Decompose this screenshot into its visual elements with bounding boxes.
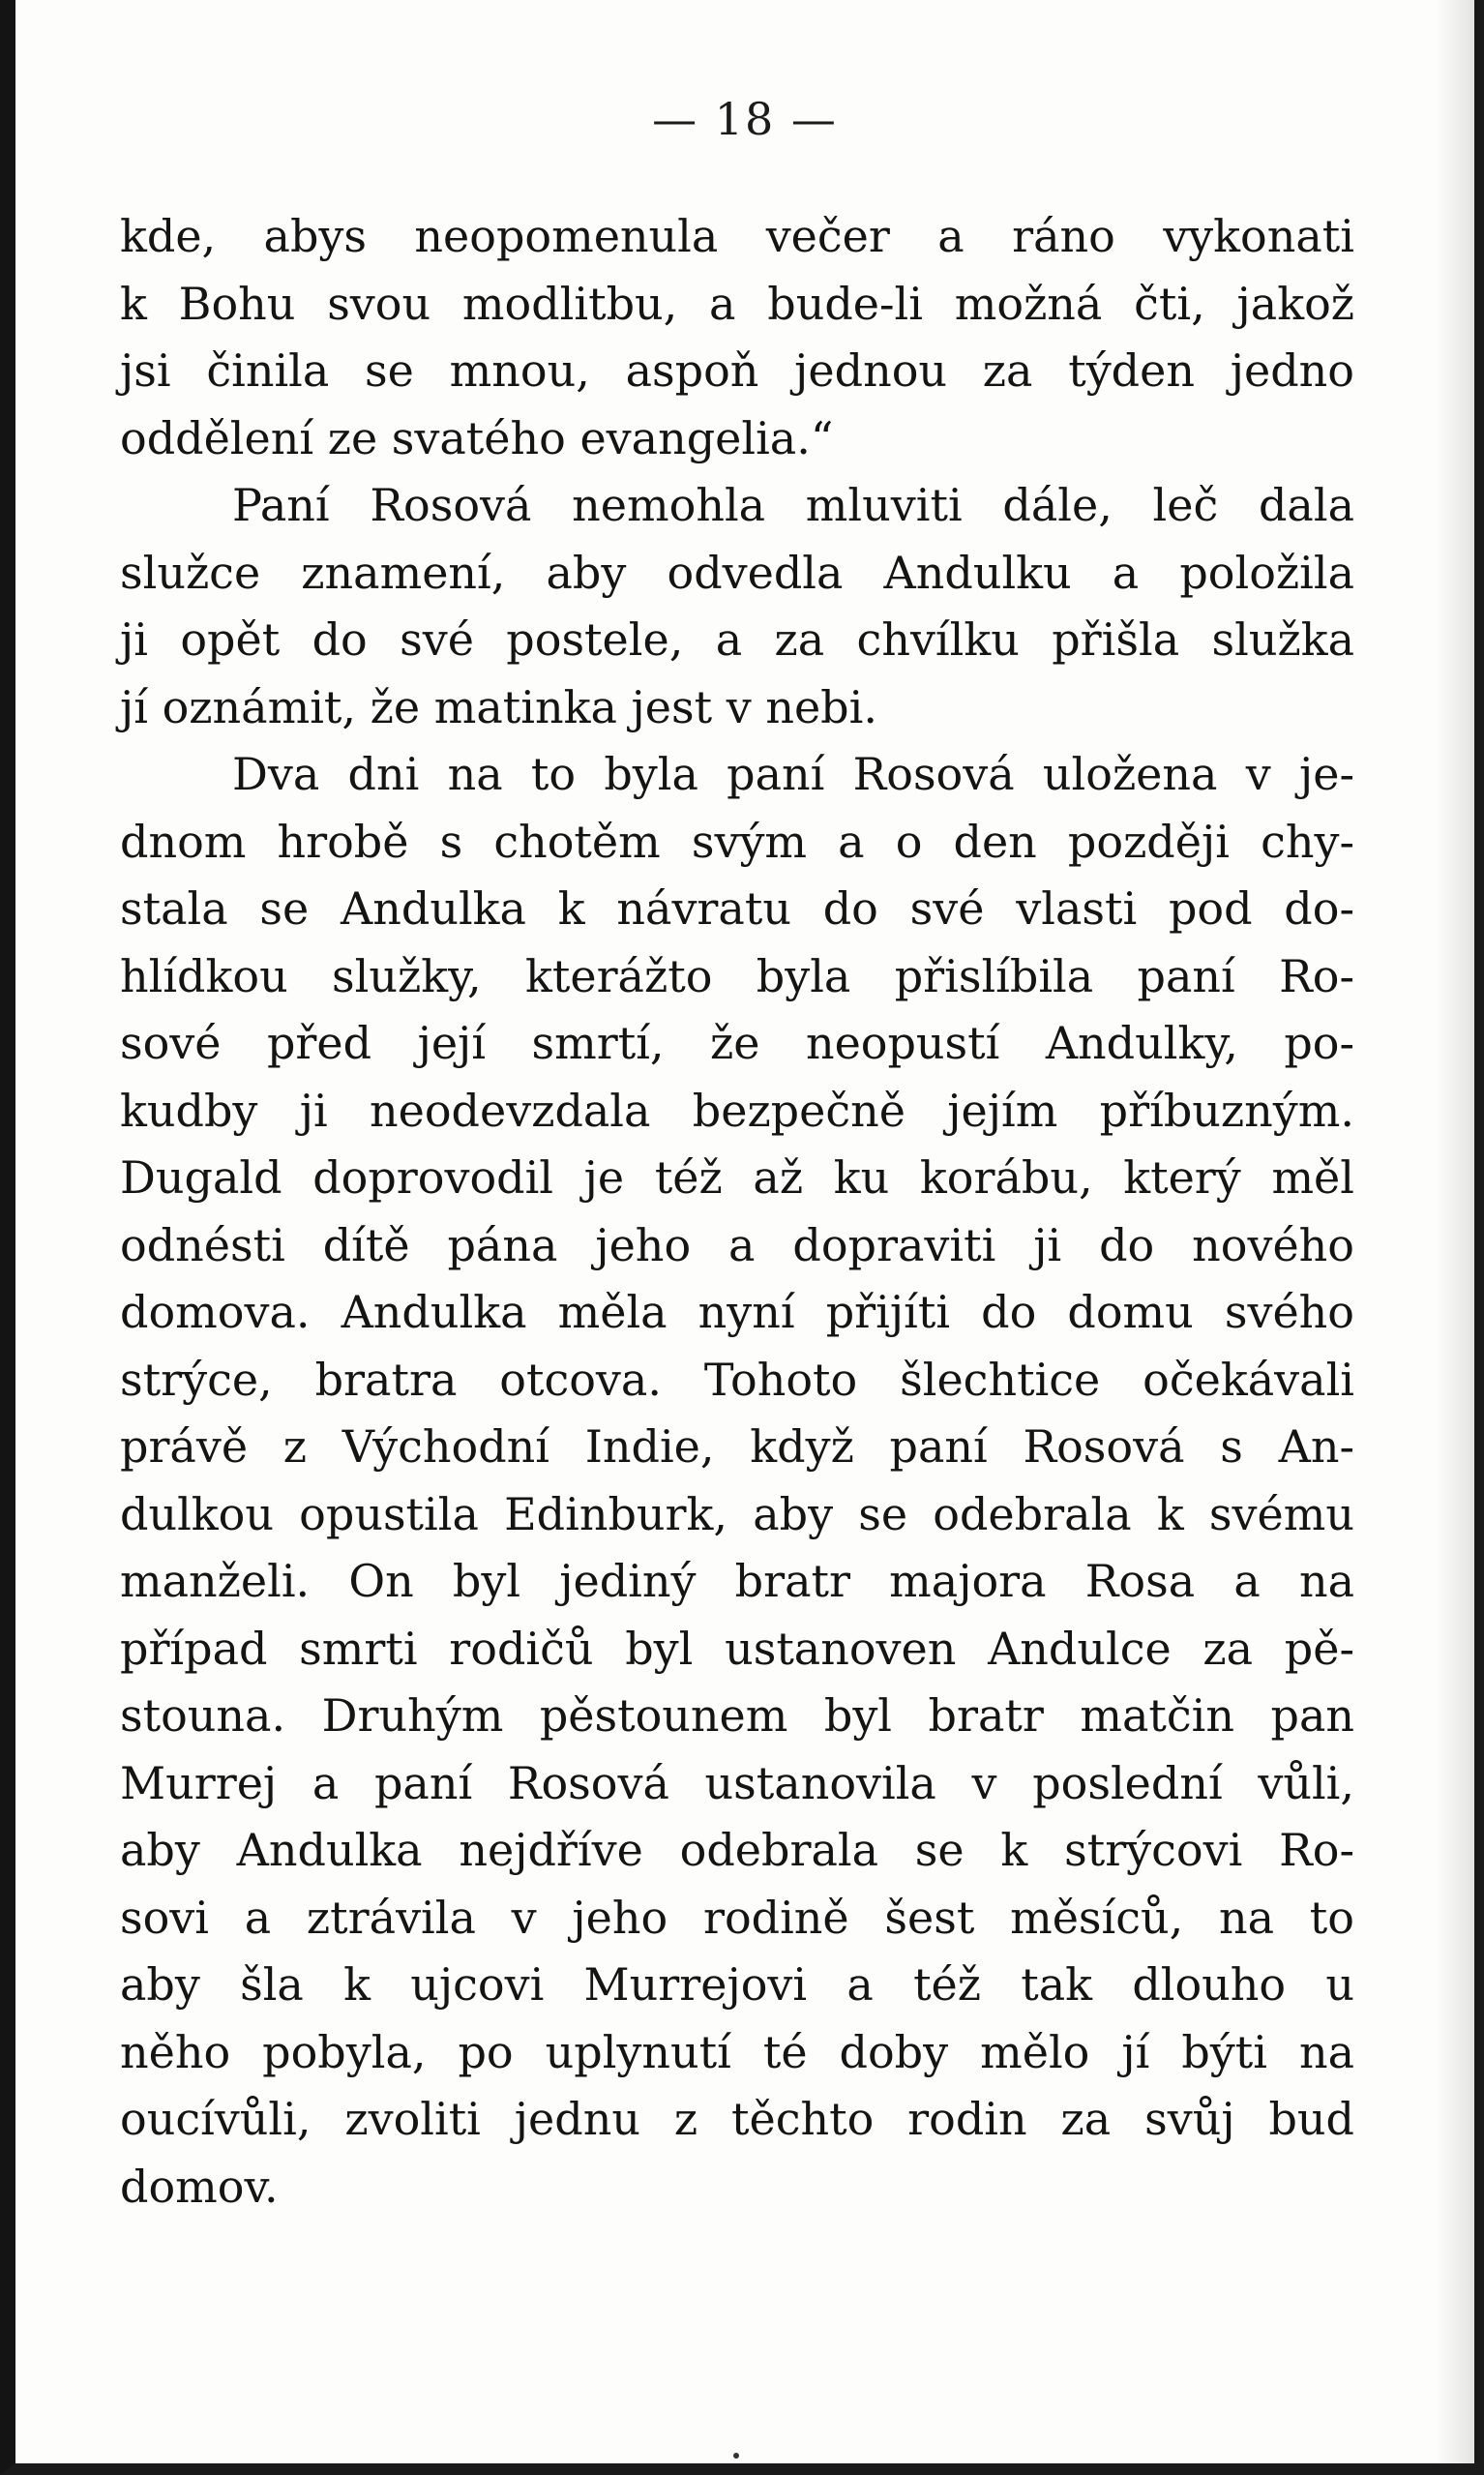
text-line: právě z Východní Indie, když paní Rosová s An- — [120, 1420, 1354, 1473]
text-line: odnésti dítě pána jeho a dopraviti ji do nového — [120, 1218, 1354, 1271]
text-line: případ smrti rodičů byl ustanoven Andulce za pě- — [120, 1622, 1354, 1675]
text-line: aby Andulka nejdříve odebrala se k strýcovi Ro- — [120, 1824, 1354, 1876]
text-line: Dugald doprovodil je též až ku korábu, který měl — [120, 1151, 1354, 1204]
text-line: dulkou opustila Edinburk, aby se odebrala k svému — [120, 1487, 1354, 1540]
text-line: domova. Andulka měla nyní přijíti do domu svého — [120, 1286, 1354, 1338]
text-line: oddělení ze svatého evangelia.“ — [120, 411, 834, 464]
text-line: stala se Andulka k návratu do své vlasti pod do- — [120, 882, 1354, 935]
text-line: jí oznámit, že matinka jest v nebi. — [120, 680, 877, 733]
text-line: k Bohu svou modlitbu, a bude-li možná čti, jakož — [120, 277, 1354, 330]
text-line: dnom hrobě s chotěm svým a o den později chy- — [120, 815, 1354, 868]
ink-speck — [733, 2453, 739, 2459]
text-line: služce znamení, aby odvedla Andulku a položila — [120, 546, 1354, 599]
body-text — [120, 203, 1354, 2221]
text-line: hlídkou služky, kterážto byla přislíbila paní Ro- — [120, 949, 1354, 1002]
text-line: stouna. Druhým pěstounem byl bratr matčin pan — [120, 1689, 1354, 1742]
text-line: ji opět do své postele, a za chvílku přišla služka — [120, 613, 1354, 666]
text-line: Murrej a paní Rosová ustanovila v poslední vůli, — [120, 1756, 1354, 1809]
text-line: kde, abys neopomenula večer a ráno vykonati — [120, 210, 1354, 262]
text-line: Dva dni na to byla paní Rosová uložena v je- — [232, 748, 1354, 800]
text-line: domov. — [120, 2160, 279, 2213]
text-line: kudby ji neodevzdala bezpečně jejím příbuzným. — [120, 1084, 1354, 1137]
text-line: oucívůli, zvoliti jednu z těchto rodin za svůj bud — [120, 2093, 1354, 2145]
page-edge-shadow — [1436, 0, 1474, 2463]
text-line: Paní Rosová nemohla mluviti dále, leč dala — [232, 479, 1354, 531]
text-line: sové před její smrtí, že neopustí Andulky, po- — [120, 1017, 1354, 1069]
text-line: manželi. On byl jediný bratr majora Rosa a na — [120, 1555, 1354, 1607]
text-line: sovi a ztrávila v jeho rodině šest měsíců, na to — [120, 1891, 1354, 1944]
text-line: aby šla k ujcovi Murrejovi a též tak dlouho u — [120, 1958, 1354, 2011]
text-line: strýce, bratra otcova. Tohoto šlechtice očekávali — [120, 1353, 1354, 1406]
text-line: jsi činila se mnou, aspoň jednou za týden jedno — [120, 344, 1354, 397]
page-number: — 18 — — [652, 93, 838, 145]
text-line: něho pobyla, po uplynutí té doby mělo jí býti na — [120, 2025, 1354, 2078]
